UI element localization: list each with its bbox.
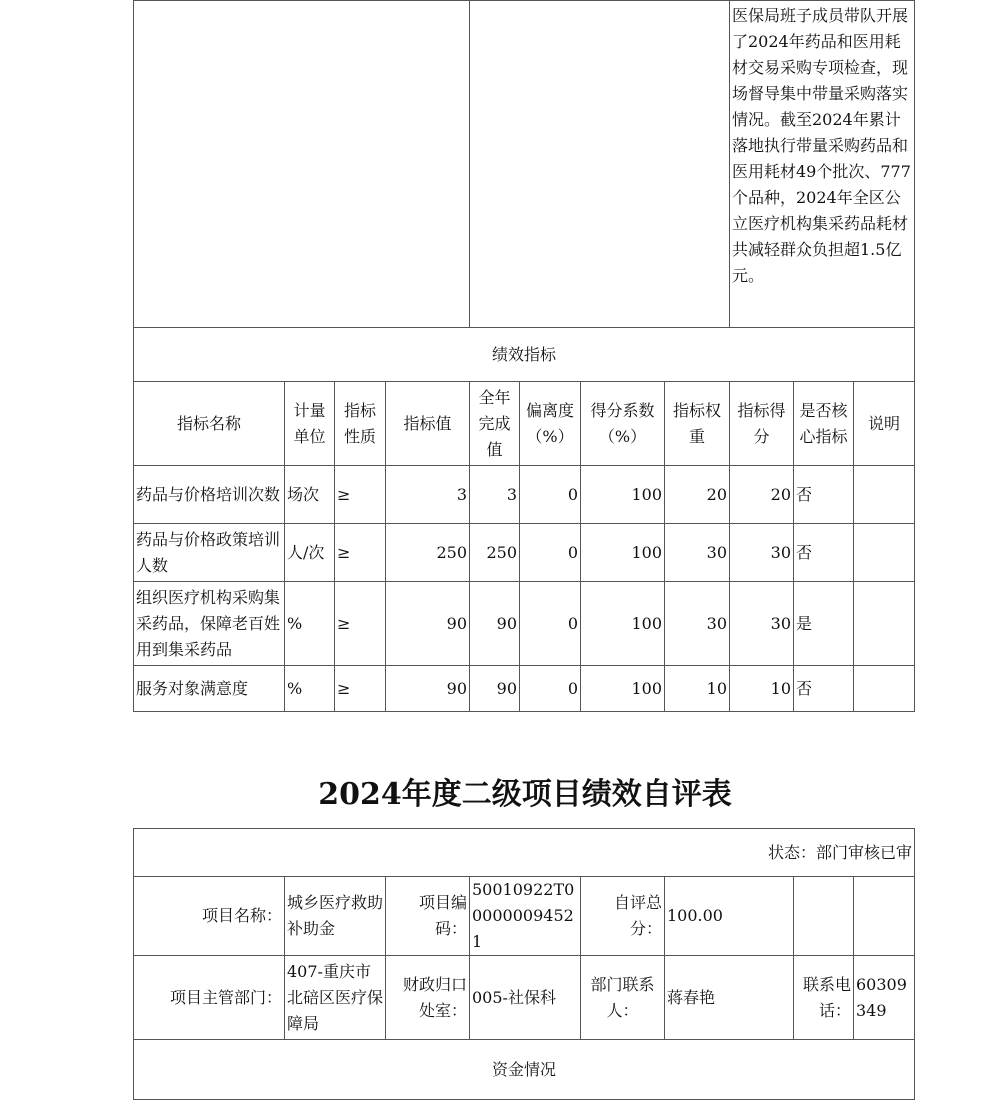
- unit: 场次: [285, 466, 335, 524]
- header-coef: 得分系数（%）: [581, 382, 665, 466]
- empty-cell: [794, 877, 854, 956]
- contact-label: 部门联系人：: [581, 956, 665, 1040]
- header-note: 说明: [854, 382, 915, 466]
- nature: ≥: [335, 666, 386, 712]
- deviation: 0: [520, 524, 581, 582]
- funds-section-title: 资金情况: [134, 1040, 915, 1100]
- note: [854, 466, 915, 524]
- score: 30: [730, 524, 794, 582]
- dept-label: 项目主管部门：: [134, 956, 285, 1040]
- weight: 20: [665, 466, 730, 524]
- header-core: 是否核心指标: [794, 382, 854, 466]
- project-code-label: 项目编码：: [386, 877, 470, 956]
- performance-section-title: 绩效指标: [134, 328, 915, 382]
- is-core: 否: [794, 524, 854, 582]
- empty-cell: [854, 877, 915, 956]
- score-coef: 100: [581, 466, 665, 524]
- unit: %: [285, 666, 335, 712]
- header-unit: 计量单位: [285, 382, 335, 466]
- finance-office-label: 财政归口处室：: [386, 956, 470, 1040]
- finance-office: 005-社保科: [470, 956, 581, 1040]
- phone: 60309349: [854, 956, 915, 1040]
- dept: 407-重庆市北碚区医疗保障局: [285, 956, 386, 1040]
- form-title: 2024年度二级项目绩效自评表: [318, 777, 732, 812]
- nature: ≥: [335, 524, 386, 582]
- status-text: 状态：部门审核已审: [134, 829, 915, 877]
- indicator-name: 药品与价格培训次数: [134, 466, 285, 524]
- is-core: 否: [794, 666, 854, 712]
- indicator-name: 组织医疗机构采购集采药品，保障老百姓用到集采药品: [134, 582, 285, 666]
- self-score: 100.00: [665, 877, 794, 956]
- deviation: 0: [520, 666, 581, 712]
- performance-table: [133, 0, 915, 712]
- weight: 30: [665, 524, 730, 582]
- project-description: 医保局班子成员带队开展了2024年药品和医用耗材交易采购专项检查，现场督导集中带量采购落实情况。截至2024年累计落地执行带量采购药品和医用耗材49个批次、777个品种，2024年全区公立医疗机构集采药品耗材共减轻群众负担超1.5亿元。: [730, 1, 915, 328]
- table-row: [134, 582, 915, 666]
- header-nature: 指标性质: [335, 382, 386, 466]
- empty-cell: [470, 1, 730, 328]
- score: 20: [730, 466, 794, 524]
- header-target: 指标值: [386, 382, 470, 466]
- table-row: [134, 666, 915, 712]
- header-indicator-name: 指标名称: [134, 382, 285, 466]
- target-value: 3: [386, 466, 470, 524]
- weight: 30: [665, 582, 730, 666]
- contact: 蒋春艳: [665, 956, 794, 1040]
- project-name-label: 项目名称：: [134, 877, 285, 956]
- indicator-name: 药品与价格政策培训人数: [134, 524, 285, 582]
- score: 10: [730, 666, 794, 712]
- weight: 10: [665, 666, 730, 712]
- nature: ≥: [335, 466, 386, 524]
- project-name: 城乡医疗救助补助金: [285, 877, 386, 956]
- table-row: [134, 466, 915, 524]
- actual-value: 3: [470, 466, 520, 524]
- score-coef: 100: [581, 582, 665, 666]
- score: 30: [730, 582, 794, 666]
- note: [854, 582, 915, 666]
- indicator-name: 服务对象满意度: [134, 666, 285, 712]
- target-value: 90: [386, 582, 470, 666]
- project-info-table: [133, 828, 915, 1100]
- note: [854, 524, 915, 582]
- unit: 人/次: [285, 524, 335, 582]
- actual-value: 90: [470, 582, 520, 666]
- target-value: 90: [386, 666, 470, 712]
- is-core: 是: [794, 582, 854, 666]
- nature: ≥: [335, 582, 386, 666]
- empty-cell: [134, 1, 470, 328]
- table-row: [134, 524, 915, 582]
- phone-label: 联系电话：: [794, 956, 854, 1040]
- is-core: 否: [794, 466, 854, 524]
- score-coef: 100: [581, 666, 665, 712]
- header-score: 指标得分: [730, 382, 794, 466]
- target-value: 250: [386, 524, 470, 582]
- deviation: 0: [520, 466, 581, 524]
- header-row: [134, 382, 915, 466]
- self-score-label: 自评总分：: [581, 877, 665, 956]
- deviation: 0: [520, 582, 581, 666]
- header-weight: 指标权重: [665, 382, 730, 466]
- project-code: 50010922T000000094521: [470, 877, 581, 956]
- note: [854, 666, 915, 712]
- header-deviation: 偏离度（%）: [520, 382, 581, 466]
- unit: %: [285, 582, 335, 666]
- actual-value: 250: [470, 524, 520, 582]
- actual-value: 90: [470, 666, 520, 712]
- header-actual: 全年完成值: [470, 382, 520, 466]
- score-coef: 100: [581, 524, 665, 582]
